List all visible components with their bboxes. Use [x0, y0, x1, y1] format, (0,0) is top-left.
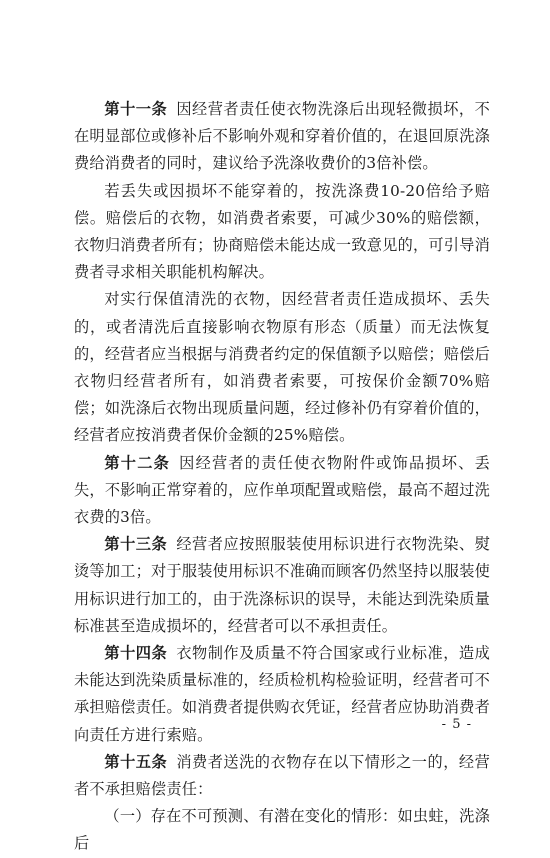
paragraph-text: 因经营者的责任使衣物附件或饰品损坏、丢失，不影响正常穿着的，应作单项配置或赔偿，最高不超过洗衣费的3倍。 — [74, 453, 490, 527]
article-heading: 第十五条 — [104, 752, 168, 771]
paragraph-article-11 — [74, 96, 490, 178]
page-number: - 5 - — [441, 717, 472, 732]
paragraph-article-14 — [74, 640, 490, 749]
article-heading: 第十四条 — [104, 644, 168, 663]
article-heading: 第十一条 — [104, 100, 168, 118]
paragraph-text: 若丢失或因损坏不能穿着的，按洗涤费10-20倍给予赔偿。赔偿后的衣物，如消费者索要，可减少30%的赔偿额，衣物归消费者所有；协商赔偿未能达成一致意见的，可引导消费者寻求相关职能机构解决。 — [74, 181, 490, 282]
paragraph-text: 对实行保值清洗的衣物，因经营者责任造成损坏、丢失的，或者清洗后直接影响衣物原有形态（质量）而无法恢复的，经营者应当根据与消费者约定的保值额予以赔偿；赔偿后衣物归经营者所有，如消费者索要，可按保价金额70%赔偿；如洗涤后衣物出现质量问题，经过修补仍有穿着价值的，经营者应按消费者保价金额的25%赔偿。 — [74, 290, 490, 445]
paragraph-text: 衣物制作及质量不符合国家或行业标准，造成未能达到洗染质量标准的，经质检机构检验证明，经营者可不承担赔偿责任。如消费者提供购衣凭证，经营者应协助消费者向责任方进行索赔。 — [74, 644, 490, 744]
paragraph-text: 经营者应按照服装使用标识进行衣物洗染、熨烫等加工；对于服装使用标识不准确而顾客仍然坚持以服装使用标识进行加工的，由于洗涤标识的误导，未能达到洗染质量标准甚至造成损坏的，经营者可以不承担责任。 — [74, 535, 490, 635]
paragraph-text: 因经营者责任使衣物洗涤后出现轻微损坏，不在明显部位或修补后不影响外观和穿着价值的，在退回原洗涤费给消费者的同时，建议给予洗涤收费价的3倍补偿。 — [74, 100, 490, 173]
paragraph-article-12 — [74, 450, 490, 532]
paragraph-loss-compensation — [74, 178, 490, 287]
paragraph-article-13 — [74, 531, 490, 640]
paragraph-text: （一）存在不可预测、有潜在变化的情形：如虫蛀，洗涤后 — [74, 807, 490, 853]
paragraph-article-15 — [74, 749, 490, 803]
article-heading: 第十三条 — [104, 535, 168, 554]
document-body — [74, 96, 490, 858]
paragraph-text: 消费者送洗的衣物存在以下情形之一的，经营者不承担赔偿责任： — [74, 752, 490, 799]
paragraph-insured-cleaning — [74, 286, 490, 449]
article-heading: 第十二条 — [104, 453, 171, 472]
paragraph-item-1 — [74, 803, 490, 857]
